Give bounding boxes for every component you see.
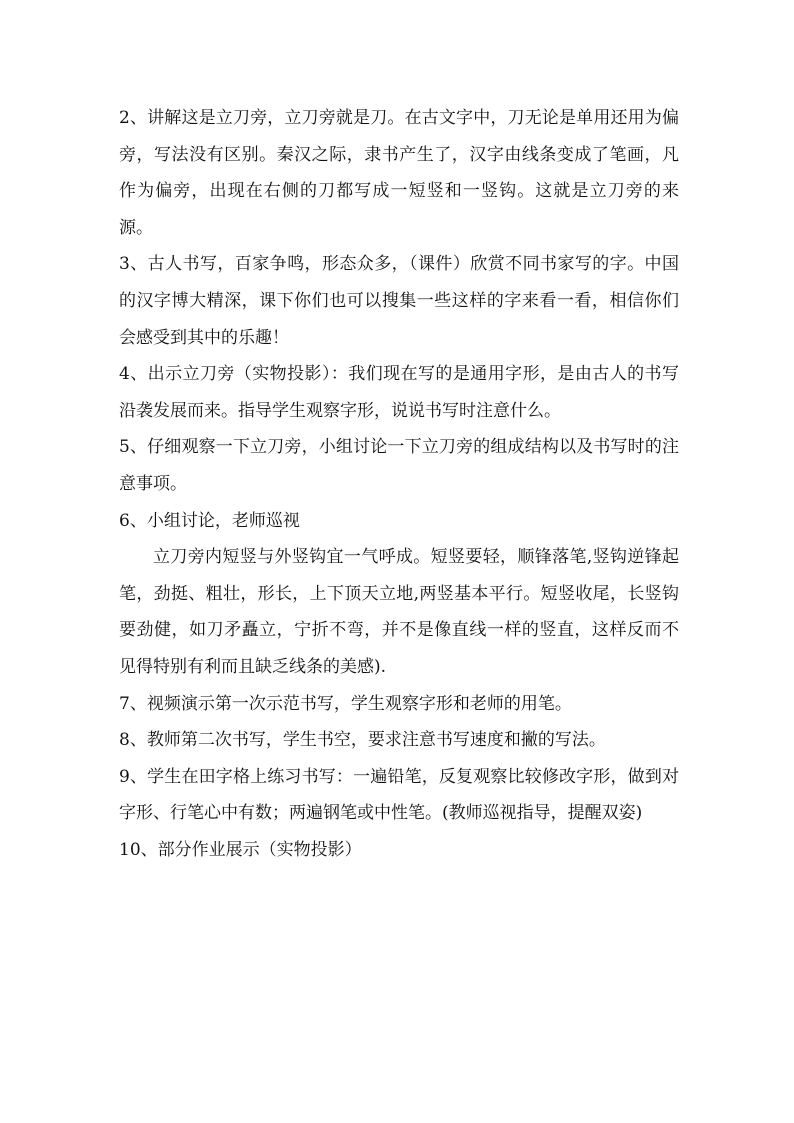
paragraph-6-group-discussion: 6、小组讨论，老师巡视	[119, 510, 300, 531]
paragraph-7-video-demo: 7、视频演示第一次示范书写，学生观察字形和老师的用笔。	[119, 693, 572, 714]
paragraph-2-explanation: 2、讲解这是立刀旁，立刀旁就是刀。在古文字中，刀无论是单用还用为偏旁，写法没有区别。秦汉之际，隶书产生了，汉字由线条变成了笔画，凡作为偏旁，出现在右侧的刀都写成一短竖和一竖钩。这就是立刀旁的来源。	[119, 108, 679, 238]
document-body	[119, 100, 679, 868]
paragraph-9-practice: 9、学生在田字格上练习书写：一遍铅笔，反复观察比较修改字形，做到对字形、行笔心中有数；两遍钢笔或中性笔。(教师巡视指导，提醒双姿)	[119, 766, 679, 824]
paragraph-8-second-demo: 8、教师第二次书写，学生书空，要求注意书写速度和撇的写法。	[119, 730, 606, 751]
paragraph-5-observe-structure: 5、仔细观察一下立刀旁，小组讨论一下立刀旁的组成结构以及书写时的注意事项。	[119, 437, 679, 494]
paragraph-10-showcase: 10、部分作业展示（实物投影）	[119, 839, 362, 860]
paragraph-4-show-radical: 4、出示立刀旁（实物投影）：我们现在写的是通用字形，是由古人的书写沿袭发展而来。指导学生观察字形，说说书写时注意什么。	[119, 364, 679, 421]
paragraph-3-calligraphy-appreciation: 3、古人书写，百家争鸣，形态众多，（课件）欣赏不同书家写的字。中国的汉字博大精深，课下你们也可以搜集一些这样的字来看一看，相信你们会感受到其中的乐趣！	[119, 254, 679, 348]
paragraph-writing-guidance: 立刀旁内短竖与外竖钩宜一气呼成。短竖要轻，顺锋落笔,竖钩逆锋起笔，劲挺、粗壮，形长，上下顶天立地,两竖基本平行。短竖收尾，长竖钩要劲健，如刀矛矗立，宁折不弯，并不是像直线一样的竖直，这样反而不见得特别有利而且缺乏线条的美感).	[119, 547, 679, 677]
